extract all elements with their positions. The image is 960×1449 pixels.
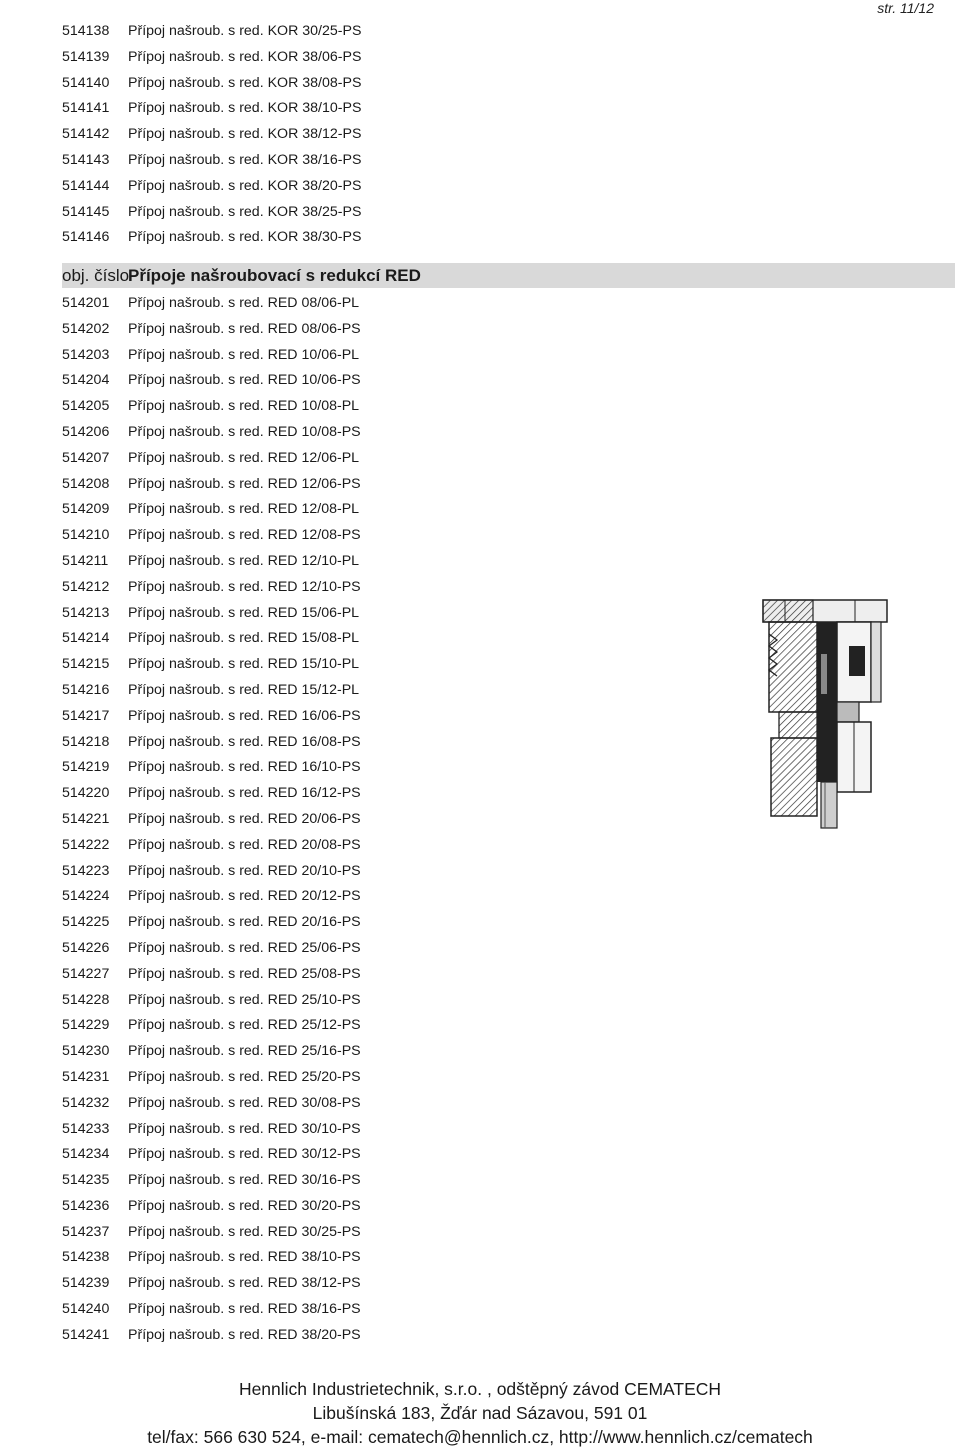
product-description: Přípoj našroub. s red. RED 38/12-PS	[128, 1275, 361, 1292]
product-row	[0, 96, 960, 122]
product-row	[0, 472, 960, 498]
product-code: 514218	[62, 733, 110, 750]
section-header	[62, 263, 955, 288]
product-row	[0, 962, 960, 988]
product-description: Přípoj našroub. s red. RED 25/10-PS	[128, 991, 361, 1008]
product-code: 514234	[62, 1146, 110, 1163]
product-row	[0, 910, 960, 936]
product-description: Přípoj našroub. s red. RED 20/08-PS	[128, 836, 361, 853]
product-description: Přípoj našroub. s red. RED 25/12-PS	[128, 1017, 361, 1034]
product-description: Přípoj našroub. s red. RED 16/10-PS	[128, 759, 361, 776]
product-row	[0, 1194, 960, 1220]
product-row	[0, 497, 960, 523]
product-code: 514228	[62, 991, 110, 1008]
product-code: 514215	[62, 656, 110, 673]
product-code: 514212	[62, 578, 110, 595]
product-code: 514222	[62, 836, 110, 853]
product-code: 514232	[62, 1094, 110, 1111]
product-description: Přípoj našroub. s red. RED 20/10-PS	[128, 862, 361, 879]
product-row	[0, 45, 960, 71]
product-description: Přípoj našroub. s red. RED 12/06-PL	[128, 449, 360, 466]
product-code: 514205	[62, 398, 110, 415]
product-row	[0, 1091, 960, 1117]
footer-address: Libušínská 183, Žďár nad Sázavou, 591 01	[312, 1403, 648, 1423]
product-code: 514230	[62, 1043, 110, 1060]
product-description: Přípoj našroub. s red. RED 15/06-PL	[128, 604, 360, 621]
product-code: 514208	[62, 475, 110, 492]
product-row	[0, 420, 960, 446]
product-description: Přípoj našroub. s red. RED 16/08-PS	[128, 733, 361, 750]
product-description: Přípoj našroub. s red. RED 15/12-PL	[128, 681, 360, 698]
product-row	[0, 291, 960, 317]
product-code: 514201	[62, 295, 110, 311]
product-row	[0, 368, 960, 394]
product-description: Přípoj našroub. s red. KOR 38/12-PS	[128, 126, 362, 143]
product-row	[0, 1117, 960, 1143]
product-code: 514233	[62, 1120, 110, 1137]
product-description: Přípoj našroub. s red. KOR 38/30-PS	[128, 229, 362, 246]
product-row	[0, 988, 960, 1014]
product-code: 514237	[62, 1223, 110, 1240]
product-code: 514211	[62, 552, 109, 569]
product-description: Přípoj našroub. s red. RED 16/06-PS	[128, 707, 361, 724]
product-row	[0, 200, 960, 226]
product-row	[0, 148, 960, 174]
product-description: Přípoj našroub. s red. RED 10/06-PS	[128, 372, 361, 389]
product-code: 514216	[62, 681, 110, 698]
company-footer	[0, 1377, 960, 1449]
product-row	[0, 523, 960, 549]
product-row	[0, 394, 960, 420]
product-description: Přípoj našroub. s red. RED 10/08-PL	[128, 398, 360, 415]
product-description: Přípoj našroub. s red. KOR 38/06-PS	[128, 48, 362, 65]
product-description: Přípoj našroub. s red. RED 30/08-PS	[128, 1094, 361, 1111]
product-code: 514210	[62, 527, 110, 544]
product-code: 514145	[62, 203, 110, 220]
product-code: 514236	[62, 1197, 110, 1214]
product-description: Přípoj našroub. s red. RED 12/10-PL	[128, 552, 360, 569]
product-code: 514231	[62, 1068, 110, 1085]
product-code: 514240	[62, 1301, 110, 1318]
product-row	[0, 1323, 960, 1349]
product-code: 514224	[62, 888, 110, 905]
product-description: Přípoj našroub. s red. RED 10/08-PS	[128, 423, 361, 440]
product-row	[0, 1220, 960, 1246]
product-code: 514220	[62, 785, 110, 802]
product-code: 514213	[62, 604, 110, 621]
product-description: Přípoj našroub. s red. RED 20/06-PS	[128, 810, 361, 827]
product-description: Přípoj našroub. s red. RED 10/06-PL	[128, 346, 360, 363]
product-description: Přípoj našroub. s red. RED 20/16-PS	[128, 914, 361, 931]
product-row	[0, 833, 960, 859]
footer-contact: tel/fax: 566 630 524, e-mail: cematech@hennlich.cz, http://www.hennlich.cz/cematech	[147, 1427, 813, 1447]
product-description: Přípoj našroub. s red. KOR 38/25-PS	[128, 203, 362, 220]
product-description: Přípoj našroub. s red. KOR 38/16-PS	[128, 151, 362, 168]
product-description: Přípoj našroub. s red. RED 25/16-PS	[128, 1043, 361, 1060]
product-row	[0, 1297, 960, 1323]
product-code: 514146	[62, 229, 110, 246]
product-description: Přípoj našroub. s red. RED 12/08-PS	[128, 527, 361, 544]
product-description: Přípoj našroub. s red. RED 08/06-PL	[128, 295, 360, 311]
product-code: 514221	[62, 810, 110, 827]
product-description: Přípoj našroub. s red. RED 16/12-PS	[128, 785, 361, 802]
product-row	[0, 317, 960, 343]
product-description: Přípoj našroub. s red. RED 15/10-PL	[128, 656, 360, 673]
product-description: Přípoj našroub. s red. RED 25/08-PS	[128, 965, 361, 982]
product-code: 514138	[62, 23, 110, 39]
product-code: 514203	[62, 346, 110, 363]
product-row	[0, 446, 960, 472]
product-row	[0, 1013, 960, 1039]
product-row	[0, 1039, 960, 1065]
product-description: Přípoj našroub. s red. KOR 38/20-PS	[128, 177, 362, 194]
product-row	[0, 936, 960, 962]
product-row	[0, 19, 960, 45]
product-description: Přípoj našroub. s red. RED 08/06-PS	[128, 320, 361, 337]
product-code: 514144	[62, 177, 110, 194]
product-code: 514223	[62, 862, 110, 879]
product-description: Přípoj našroub. s red. RED 25/06-PS	[128, 939, 361, 956]
product-code: 514235	[62, 1172, 110, 1189]
product-row	[0, 1168, 960, 1194]
product-code: 514139	[62, 48, 110, 65]
product-row	[0, 174, 960, 200]
product-description: Přípoj našroub. s red. RED 30/10-PS	[128, 1120, 361, 1137]
fitting-cross-section-drawing	[755, 594, 895, 830]
product-row	[0, 1271, 960, 1297]
product-description: Přípoj našroub. s red. RED 38/10-PS	[128, 1249, 361, 1266]
product-code: 514227	[62, 965, 110, 982]
product-code: 514217	[62, 707, 110, 724]
product-code: 514207	[62, 449, 110, 466]
product-description: Přípoj našroub. s red. RED 12/06-PS	[128, 475, 361, 492]
product-code: 514241	[62, 1326, 110, 1343]
product-code: 514219	[62, 759, 110, 776]
product-description: Přípoj našroub. s red. RED 38/20-PS	[128, 1326, 361, 1343]
product-row	[0, 225, 960, 251]
product-code: 514140	[62, 74, 110, 91]
product-code: 514143	[62, 151, 110, 168]
product-code: 514238	[62, 1249, 110, 1266]
product-code: 514142	[62, 126, 110, 143]
product-description: Přípoj našroub. s red. KOR 38/10-PS	[128, 100, 362, 117]
product-description: Přípoj našroub. s red. KOR 30/25-PS	[128, 23, 362, 39]
product-description: Přípoj našroub. s red. RED 30/12-PS	[128, 1146, 361, 1163]
product-code: 514206	[62, 423, 110, 440]
product-code: 514239	[62, 1275, 110, 1292]
product-row	[0, 859, 960, 885]
product-row	[0, 122, 960, 148]
product-description: Přípoj našroub. s red. RED 38/16-PS	[128, 1301, 361, 1318]
product-code: 514204	[62, 372, 110, 389]
product-row	[0, 1142, 960, 1168]
product-description: Přípoj našroub. s red. RED 30/25-PS	[128, 1223, 361, 1240]
product-description: Přípoj našroub. s red. RED 12/10-PS	[128, 578, 361, 595]
product-row	[0, 549, 960, 575]
product-row	[0, 1065, 960, 1091]
product-description: Přípoj našroub. s red. RED 15/08-PL	[128, 630, 360, 647]
product-code: 514202	[62, 320, 110, 337]
column-label-order-number: obj. číslo	[62, 266, 130, 285]
product-description: Přípoj našroub. s red. RED 12/08-PL	[128, 501, 360, 518]
product-code: 514225	[62, 914, 110, 931]
top-product-list	[0, 19, 960, 251]
product-description: Přípoj našroub. s red. RED 30/16-PS	[128, 1172, 361, 1189]
product-code: 514226	[62, 939, 110, 956]
product-code: 514229	[62, 1017, 110, 1034]
page-number: str. 11/12	[877, 0, 934, 16]
product-row	[0, 1245, 960, 1271]
footer-company: Hennlich Industrietechnik, s.r.o. , odštěpný závod CEMATECH	[238, 1379, 722, 1399]
product-description: Přípoj našroub. s red. RED 30/20-PS	[128, 1197, 361, 1214]
product-description: Přípoj našroub. s red. KOR 38/08-PS	[128, 74, 362, 91]
product-code: 514141	[62, 100, 110, 117]
product-code: 514214	[62, 630, 110, 647]
product-code: 514209	[62, 501, 110, 518]
product-row	[0, 884, 960, 910]
product-row	[0, 71, 960, 97]
product-description: Přípoj našroub. s red. RED 20/12-PS	[128, 888, 361, 905]
product-row	[0, 343, 960, 369]
product-description: Přípoj našroub. s red. RED 25/20-PS	[128, 1068, 361, 1085]
section-title: Přípoje našroubovací s redukcí RED	[128, 266, 421, 285]
